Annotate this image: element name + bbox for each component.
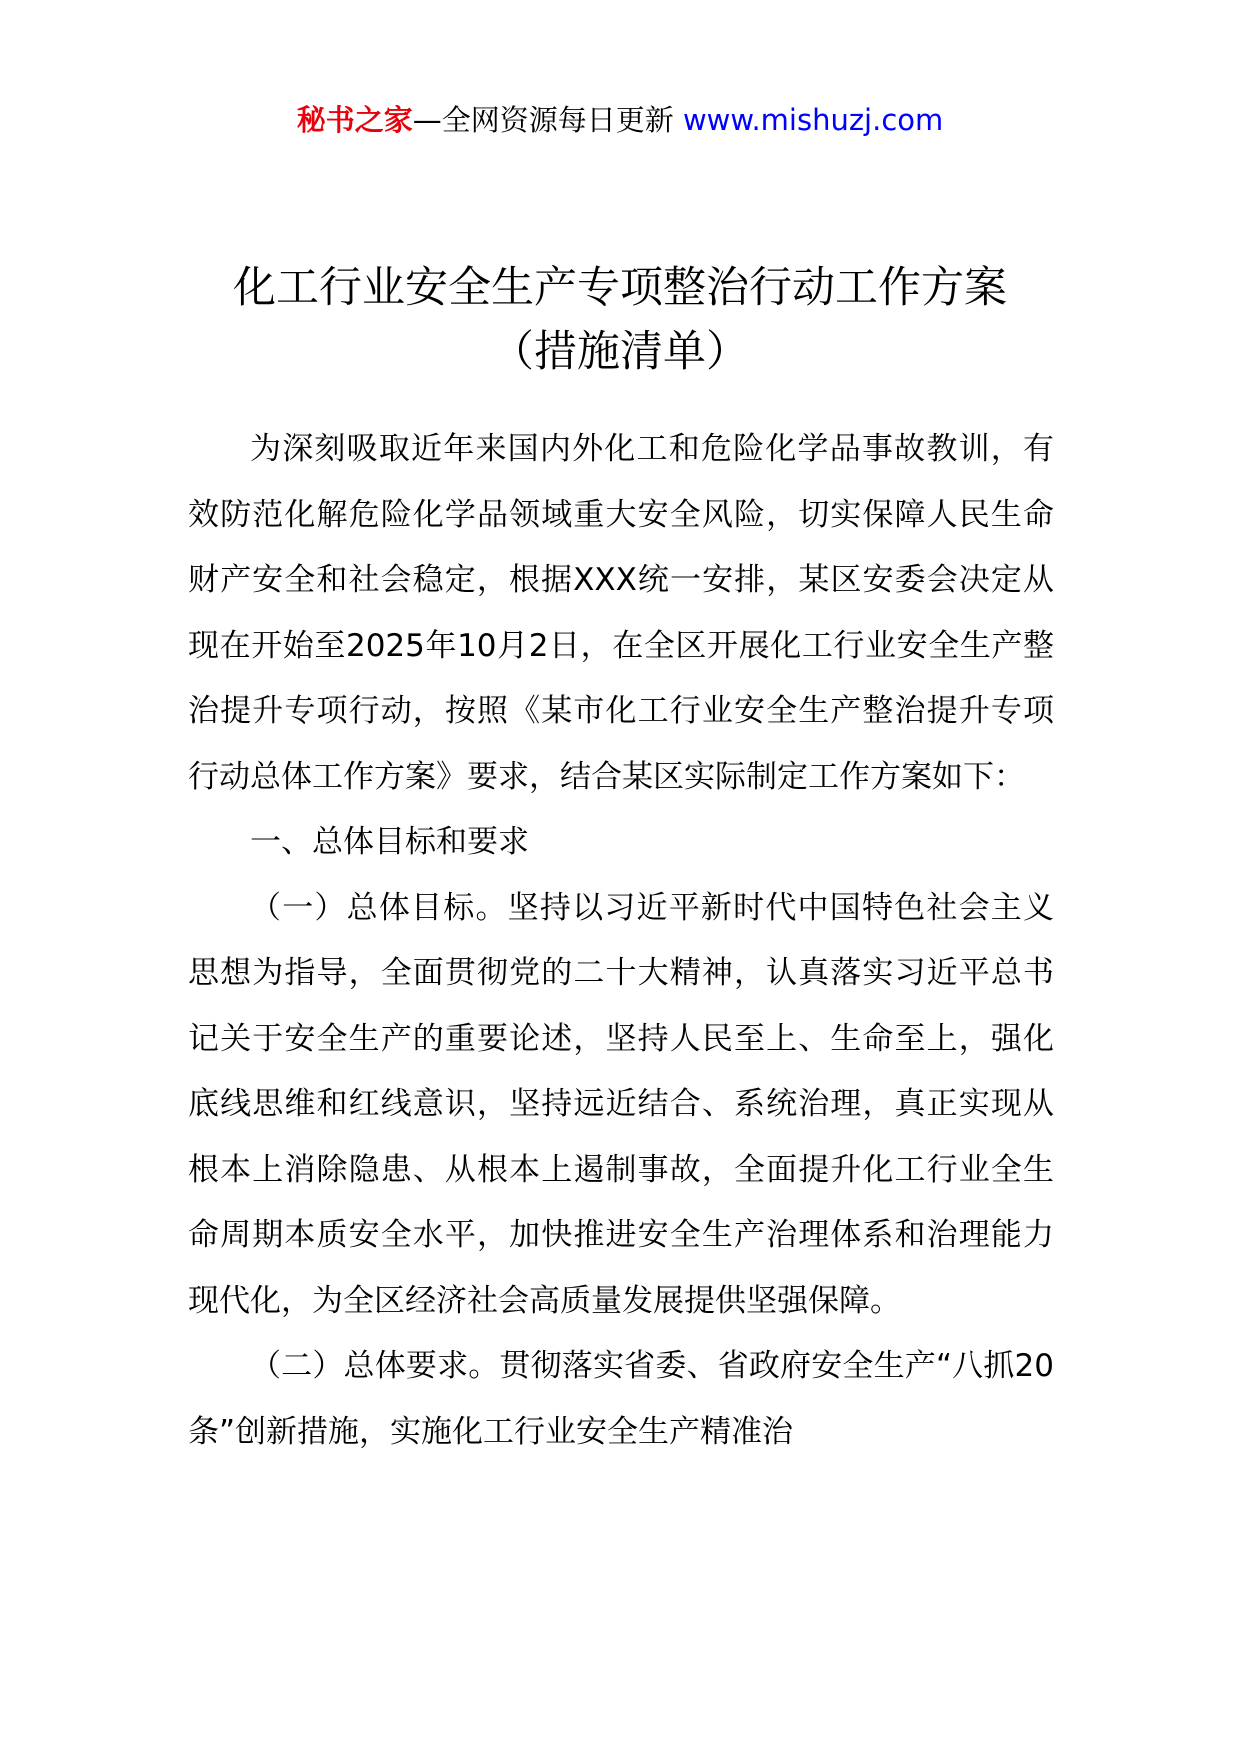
document-body (188, 417, 1054, 1465)
intro-paragraph: 为深刻吸取近年来国内外化工和危险化学品事故教训，有效防范化解危险化学品领域重大安全风险，切实保障人民生命财产安全和社会稳定，根据XXX统一安排，某区安委会决定从现在开始至2025年10月2日，在全区开展化工行业安全生产整治提升专项行动，按照《某市化工行业安全生产整治提升专项行动总体工作方案》要求，结合某区实际制定工作方案如下： (188, 431, 1054, 795)
brand-name: 秘书之家 (296, 103, 413, 137)
site-url-link[interactable]: www.mishuzj.com (682, 103, 944, 137)
body-paragraph: （一）总体目标。坚持以习近平新时代中国特色社会主义思想为指导，全面贯彻党的二十大精神，认真落实习近平总书记关于安全生产的重要论述，坚持人民至上、生命至上，强化底线思维和红线意识，坚持远近结合、系统治理，真正实现从根本上消除隐患、从根本上遏制事故，全面提升化工行业全生命周期本质安全水平，加快推进安全生产治理体系和治理能力现代化，为全区经济社会高质量发展提供坚强保障。 (188, 889, 1054, 1319)
header-slogan: —全网资源每日更新 (412, 103, 683, 137)
document-subtitle: （措施清单） (491, 327, 749, 377)
site-header (0, 100, 1240, 140)
section-heading: 一、总体目标和要求 (250, 824, 529, 860)
document-title: 化工行业安全生产专项整治行动工作方案 (233, 263, 1007, 313)
body-paragraph: （二）总体要求。贯彻落实省委、省政府安全生产“八抓20条”创新措施，实施化工行业安全生产精准治 (188, 1348, 1054, 1450)
